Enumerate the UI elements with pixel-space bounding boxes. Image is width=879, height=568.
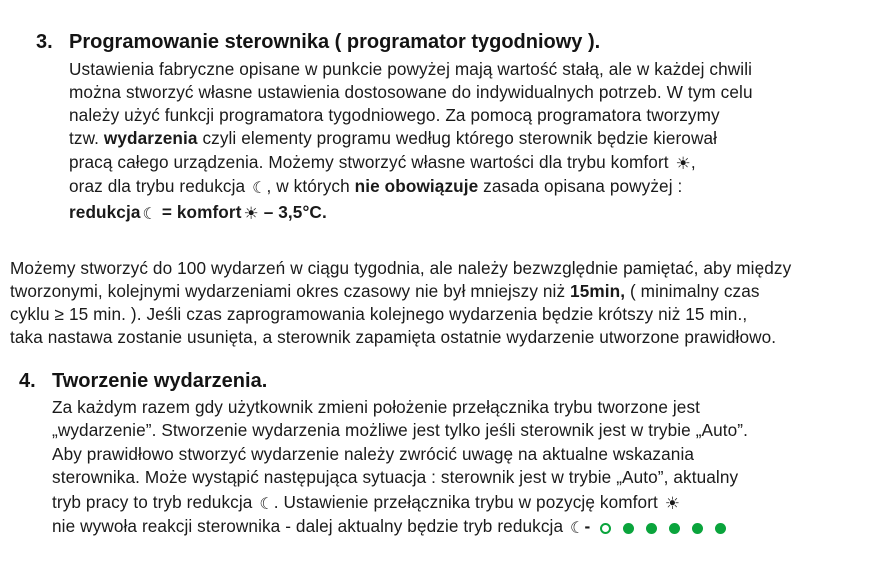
section-3-title: Programowanie sterownika ( programator tygodniowy ). — [69, 31, 601, 53]
section-4-line-5 — [52, 491, 680, 513]
sun-icon: ☀ — [243, 204, 259, 224]
section-3-line-5: pracą całego urządzenia. Możemy stworzyć własne wartości dla trybu komfort ☀, — [69, 152, 696, 174]
bold-term-15min: 15min, — [570, 281, 626, 301]
section-3-line-3: należy użyć funkcji programatora tygodniowego. Za pomocą programatora tworzymy — [69, 105, 720, 125]
text-fragment: - — [584, 516, 591, 536]
section-3-number: 3. — [36, 31, 53, 53]
section-3-heading — [36, 29, 600, 55]
text-fragment: tzw. — [69, 128, 104, 148]
section-3-formula — [69, 201, 327, 223]
moon-icon: ☾ — [259, 494, 274, 513]
moon-icon: ☾ — [569, 518, 585, 537]
section-4-line-6 — [52, 515, 738, 538]
section-4-line-1: Za każdym razem gdy użytkownik zmieni położenie przełącznika trybu tworzone jest — [52, 397, 701, 417]
text-fragment: , w których — [266, 176, 355, 196]
section-3-line-2: można stworzyć własne ustawienia dostosowane do indywidualnych potrzeb. W tym celu — [69, 82, 753, 102]
section-4-number: 4. — [19, 370, 36, 392]
text-fragment: zasada opisana powyżej : — [478, 176, 683, 196]
text-fragment: nie wywoła reakcji sterownika - dalej aktualny będzie tryb redukcja — [52, 516, 568, 536]
indicator-dot-filled — [692, 523, 703, 534]
text-fragment: . Ustawienie przełącznika trybu w pozycję komfort — [273, 492, 663, 512]
bold-term-wydarzenia: wydarzenia — [103, 128, 198, 148]
paragraph-line-4: taka nastawa zostanie usunięta, a sterownik zapamięta ostatnie wydarzenie utworzone prawidłowo. — [10, 327, 777, 347]
indicator-dot-filled — [669, 523, 680, 534]
text-fragment: pracą całego urządzenia. Możemy stworzyć własne wartości dla trybu komfort — [69, 152, 674, 172]
indicator-dot-filled — [646, 523, 657, 534]
indicator-dots — [600, 516, 738, 538]
section-4-heading — [19, 368, 267, 394]
indicator-dot-empty — [600, 523, 611, 534]
section-3-line-1: Ustawienia fabryczne opisane w punkcie powyżej mają wartość stałą, ale w każdej chwili — [69, 59, 753, 79]
text-fragment: czyli elementy programu według którego sterownik będzie kierował — [197, 128, 718, 148]
section-4-line-2: „wydarzenie”. Stworzenie wydarzenia możliwe jest tylko jeśli sterownik jest w trybie „Auto”. — [52, 420, 748, 440]
section-3-line-6 — [69, 175, 682, 197]
text-fragment: tryb pracy to tryb redukcja — [52, 492, 258, 512]
section-4-line-4: sterownika. Może wystąpić następująca sytuacja : sterownik jest w trybie „Auto”, aktualny — [52, 467, 739, 487]
text-fragment: oraz dla trybu redukcja — [69, 176, 251, 196]
paragraph-line-3: cyklu ≥ 15 min. ). Jeśli czas zaprogramowania kolejnego wydarzenia będzie krótszy niż 15 min., — [10, 304, 748, 324]
formula-offset: – 3,5°C. — [258, 202, 327, 222]
indicator-dot-filled — [715, 523, 726, 534]
paragraph-line-1: Możemy stworzyć do 100 wydarzeń w ciągu tygodnia, ale należy bezwzględnie pamiętać, aby między — [10, 258, 792, 278]
indicator-dot-filled — [623, 523, 634, 534]
moon-icon: ☾ — [142, 204, 157, 223]
moon-icon: ☾ — [252, 178, 267, 197]
bold-term-nie-obowiazuje: nie obowiązuje — [354, 176, 479, 196]
paragraph-line-2 — [10, 280, 760, 302]
sun-icon: ☀ — [664, 494, 681, 514]
sun-icon: ☀ — [675, 154, 691, 174]
formula-comfort: = komfort — [156, 202, 242, 222]
formula-reduction: redukcja — [69, 202, 141, 222]
section-4-line-3: Aby prawidłowo stworzyć wydarzenie należy zwrócić uwagę na aktualne wskazania — [52, 444, 695, 464]
text-fragment: ( minimalny czas — [625, 281, 760, 301]
section-4-title: Tworzenie wydarzenia. — [52, 370, 268, 392]
section-3-line-4 — [69, 127, 717, 149]
text-fragment: tworzonymi, kolejnymi wydarzeniami okres czasowy nie był mniejszy niż — [10, 281, 571, 301]
